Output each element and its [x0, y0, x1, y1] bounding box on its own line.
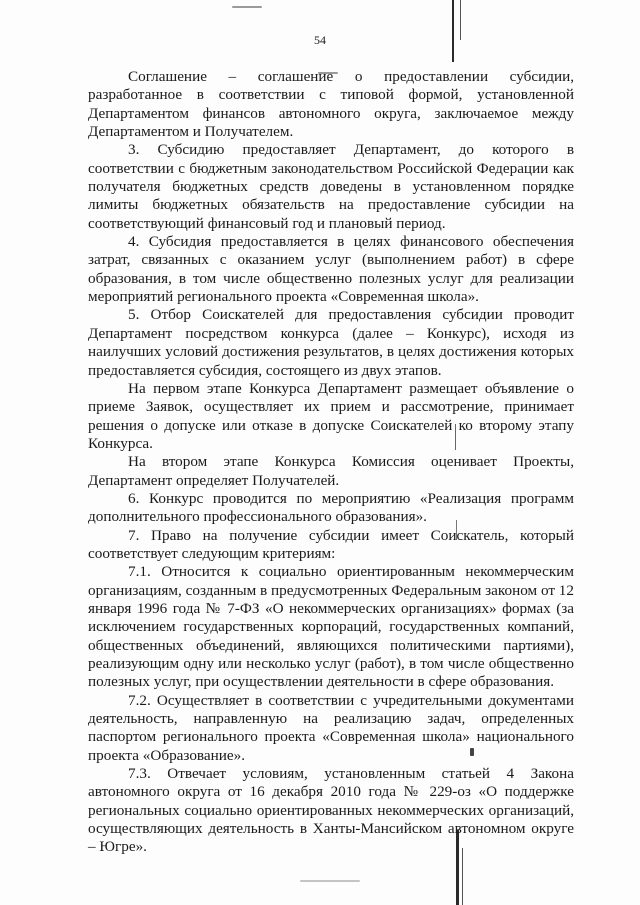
paragraph-7-2: 7.2. Осуществляет в соответствии с учредительными документами деятельность, направленную на реализацию задач, определенных паспортом регионального проекта «Современная школа» национального проекта «Образование».: [88, 691, 574, 764]
page-number: 54: [314, 33, 326, 47]
paragraph-agreement-definition: Соглашение – соглашение о предоставлении субсидии, разработанное в соответствии с типовой формой, установленной Департаментом финансов автономного округа, заключаемое между Департаментом и Получателем.: [88, 68, 574, 141]
paragraph-5-first-stage: На первом этапе Конкурса Департамент размещает объявление о приеме Заявок, осуществляет их прием и рассмотрение, принимает решения о допуске или отказе в допуске Соискателей ко второму этапу Конкурса.: [88, 379, 574, 452]
paragraph-5-second-stage: На втором этапе Конкурса Комиссия оценивает Проекты, Департамент определяет Получателей.: [88, 453, 574, 489]
paragraph-7-3: 7.3. Отвечает условиям, установленным статьей 4 Закона автономного округа от 16 декабря 2010 года № 229-оз «О поддержке региональных социально ориентированных некоммерческих организаций, осуществляющих деятельность в Ханты-Мансийском автономном округе – Югре».: [88, 765, 574, 856]
document-body: [88, 68, 574, 857]
scan-artifact-top-line: [452, 0, 454, 62]
scan-speck: [300, 880, 360, 882]
paragraph-3: 3. Субсидию предоставляет Департамент, до которого в соответствии с бюджетным законодательством Российской Федерации как получателя бюджетных средств доведены в установленном порядке лимиты бюджетных обязательств на предоставление субсидии на соответствующий финансовый год и плановый период.: [88, 141, 574, 232]
paragraph-4: 4. Субсидия предоставляется в целях финансового обеспечения затрат, связанных с оказанием услуг (выполнением работ) в сфере образования, в том числе общественно полезных услуг для реализации мероприятий регионального проекта «Современная школа».: [88, 233, 574, 306]
paragraph-5: 5. Отбор Соискателей для предоставления субсидии проводит Департамент посредством конкурса (далее – Конкурс), исходя из наилучших условий достижения результатов, в целях достижения которых предоставляется субсидия, состоящего из двух этапов.: [88, 306, 574, 379]
paragraph-7-1: 7.1. Относится к социально ориентированным некоммерческим организациям, созданным в предусмотренных Федеральным законом от 12 января 1996 года № 7-ФЗ «О некоммерческих организациях» формах (за исключением государственных корпораций, государственных компаний, общественных объединений, являющихся политическими партиями), реализующим одну или несколько услуг (работ), в том числе общественно полезных услуг, при осуществлении деятельности в сфере образования.: [88, 563, 574, 691]
paragraph-6: 6. Конкурс проводится по мероприятию «Реализация программ дополнительного профессионального образования».: [88, 489, 574, 526]
paragraph-7: 7. Право на получение субсидии имеет Соискатель, который соответствует следующим критериям:: [88, 526, 574, 562]
scan-speck: [232, 6, 262, 8]
